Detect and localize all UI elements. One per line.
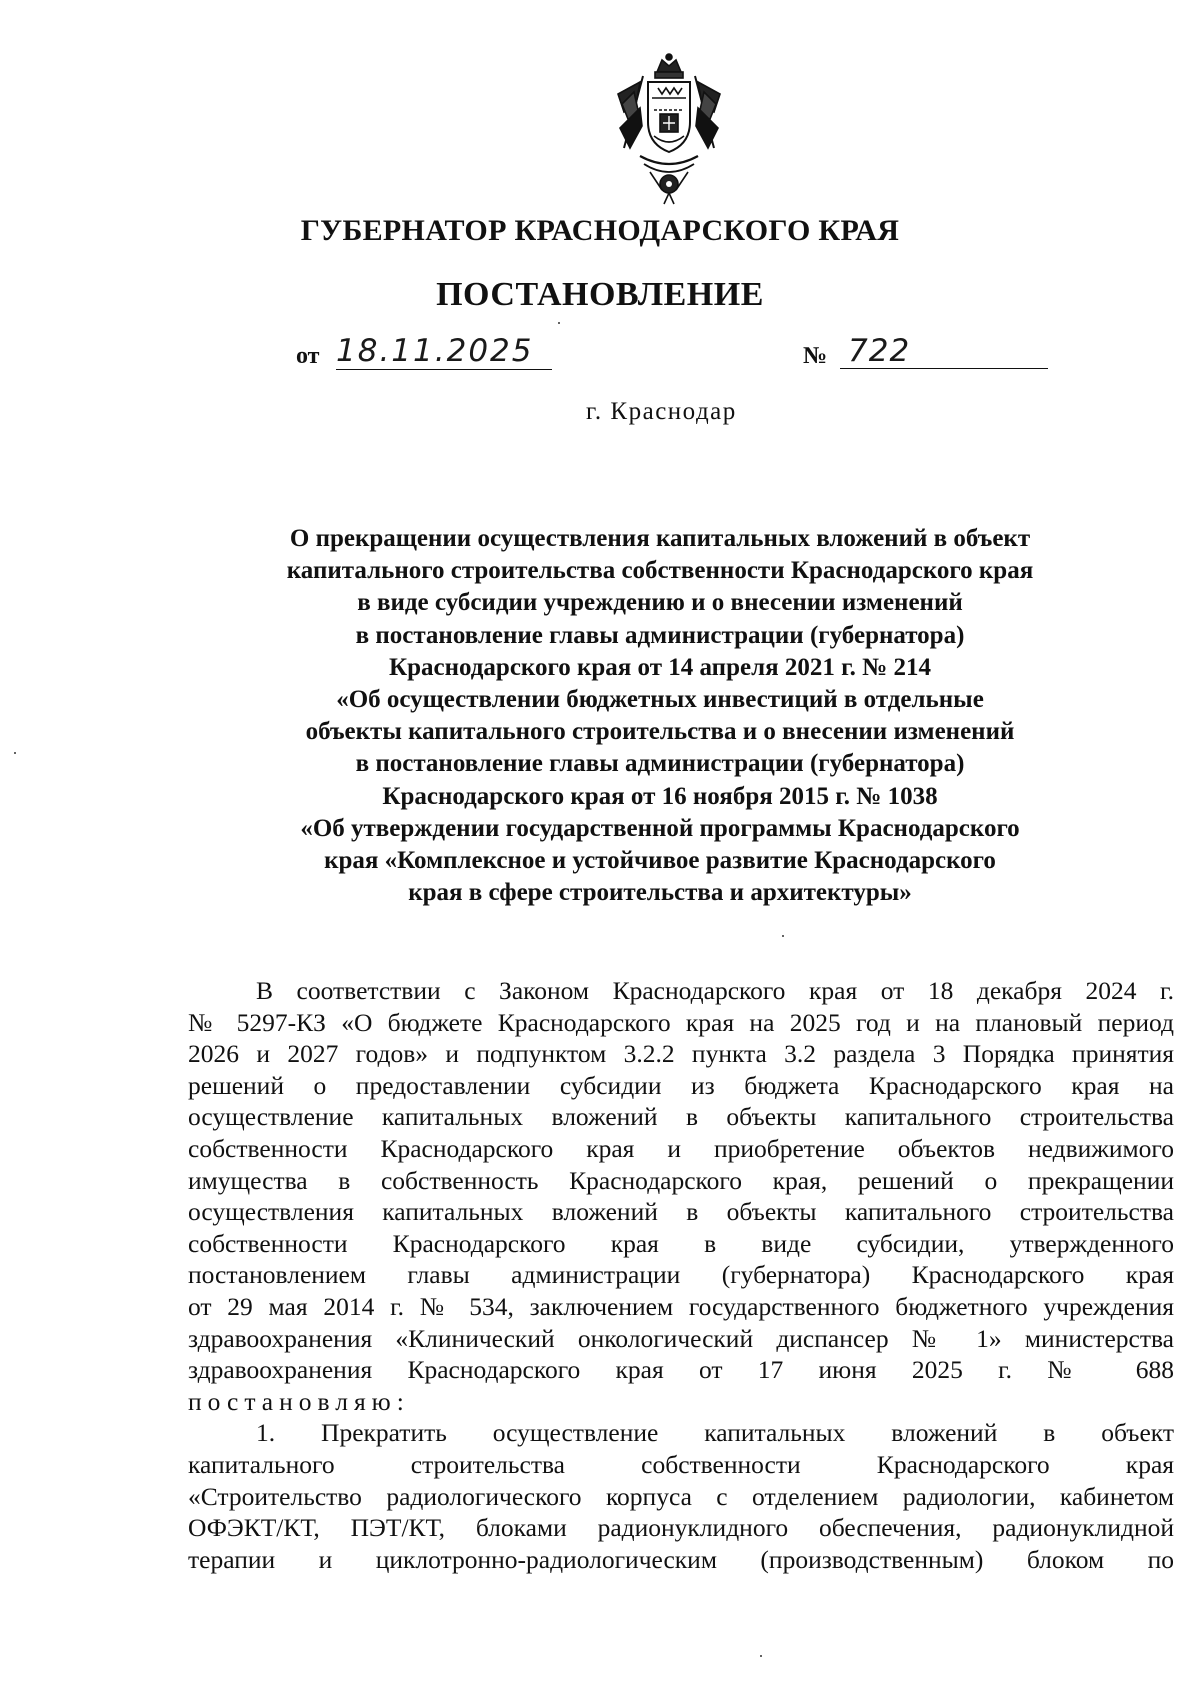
body-line: капитального строительства собственности Краснодарского края — [188, 1449, 1174, 1479]
scan-speck — [782, 935, 784, 937]
handwritten-date: 18.11.2025 — [336, 333, 552, 370]
body-line: здравоохранения Краснодарского края от 17 июня 2025 г. № 688 — [188, 1355, 1174, 1385]
title-line: края в сфере строительства и архитектуры» — [408, 879, 912, 907]
body-line: № 5297-КЗ «О бюджете Краснодарского края на 2025 год и на плановый период — [188, 1007, 1174, 1037]
scan-speck — [760, 1655, 762, 1657]
title-line: «Об осуществлении бюджетных инвестиций в отдельные — [336, 686, 984, 714]
body-line: В соответствии с Законом Краснодарского края от 18 декабря 2024 г. — [256, 976, 1174, 1005]
document-title — [200, 523, 1120, 909]
body-line: собственности Краснодарского края в виде субсидии, утвержденного — [188, 1228, 1174, 1258]
scan-speck — [14, 752, 16, 754]
body-line: 2026 и 2027 годов» и подпунктом 3.2.2 пункта 3.2 раздела 3 Порядка принятия — [188, 1039, 1174, 1069]
number-prefix: № — [803, 343, 828, 369]
coat-of-arms-emblem — [610, 52, 728, 206]
document-type-heading: ПОСТАНОВЛЕНИЕ — [436, 276, 764, 313]
title-line: Краснодарского края от 16 ноября 2015 г. № 1038 — [382, 782, 938, 810]
body-line: осуществления капитальных вложений в объекты капитального строительства — [188, 1197, 1174, 1227]
handwritten-number: 722 — [840, 333, 1048, 369]
city-label: г. Краснодар — [586, 398, 737, 425]
body-line: осуществление капитальных вложений в объекты капитального строительства — [188, 1102, 1174, 1132]
title-line: в постановление главы администрации (губернатора) — [355, 621, 965, 649]
body-line: собственности Краснодарского края и приобретение объектов недвижимого — [188, 1133, 1174, 1163]
title-line: объекты капитального строительства и о внесении изменений — [305, 718, 1015, 746]
title-line: «Об утверждении государственной программы Краснодарского — [300, 814, 1020, 842]
body-line: постановлением главы администрации (губернатора) Краснодарского края — [188, 1260, 1174, 1290]
scan-speck — [558, 322, 560, 324]
authority-heading: ГУБЕРНАТОР КРАСНОДАРСКОГО КРАЯ — [300, 214, 900, 247]
title-line: О прекращении осуществления капитальных вложений в объект — [289, 525, 1031, 552]
body-line: терапии и циклотронно-радиологическим (производственным) блоком по — [188, 1544, 1174, 1574]
document-body — [188, 975, 1174, 1575]
body-line: от 29 мая 2014 г. № 534, заключением государственного бюджетного учреждения — [188, 1291, 1174, 1321]
date-prefix: от — [296, 343, 320, 369]
body-line: 1. Прекратить осуществление капитальных вложений в объект — [256, 1418, 1174, 1448]
title-line: в виде субсидии учреждению и о внесении изменений — [357, 589, 963, 617]
body-line: ОФЭКТ/КТ, ПЭТ/КТ, блоками радионуклидного обеспечения, радионуклидной — [188, 1513, 1174, 1543]
body-line: здравоохранения «Клинический онкологический диспансер № 1» министерства — [188, 1323, 1174, 1353]
body-line: «Строительство радиологического корпуса с отделением радиологии, кабинетом — [188, 1481, 1174, 1511]
body-line: имущества в собственность Краснодарского края, решений о прекращении — [188, 1165, 1174, 1195]
body-line-decree-word: постановляю: — [188, 1386, 410, 1416]
body-line: решений о предоставлении субсидии из бюджета Краснодарского края на — [188, 1070, 1174, 1100]
title-line: капитального строительства собственности Краснодарского края — [286, 557, 1034, 585]
title-line: края «Комплексное и устойчивое развитие Краснодарского — [324, 847, 996, 875]
title-line: в постановление главы администрации (губернатора) — [355, 750, 965, 778]
title-line: Краснодарского края от 14 апреля 2021 г. № 214 — [388, 653, 932, 681]
